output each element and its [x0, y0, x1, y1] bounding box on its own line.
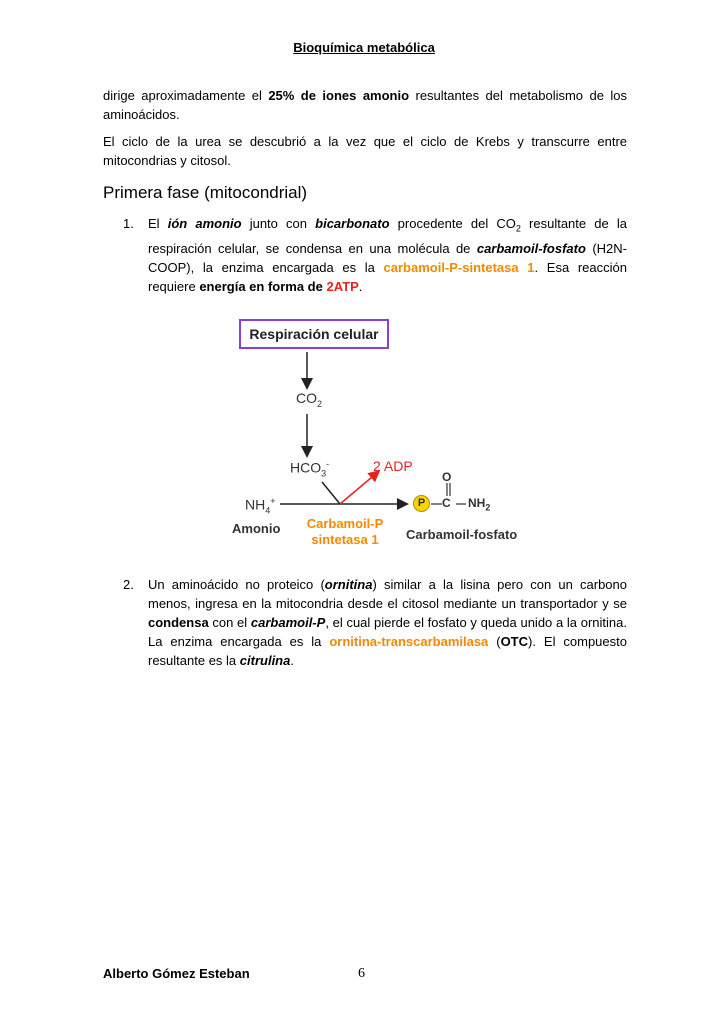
- list-item-2: [123, 575, 627, 670]
- list-number: 2.: [123, 577, 134, 592]
- co2-label: $CO_2$: [296, 390, 323, 409]
- page-header-title: Bioquímica metabólica: [293, 40, 435, 55]
- carbamoil-fosfato-label: Carbamoil-fosfato: [406, 527, 518, 542]
- section-heading: Primera fase (mitocondrial): [103, 183, 308, 202]
- intro-paragraph-1: [103, 86, 627, 124]
- hco3-label: $HCO_3^-$: [290, 459, 330, 479]
- nh2-label: $NH_2$: [468, 496, 491, 513]
- list-item-1: [123, 214, 627, 296]
- carbon-label: C: [442, 496, 451, 510]
- intro-bold: 25% de iones amonio: [268, 88, 410, 103]
- carbamoyl-phosphate-diagram: [220, 312, 540, 552]
- adp-label: 2 ADP: [373, 458, 413, 474]
- intro-text: resultantes del metabolismo de los aminoácidos.: [103, 88, 628, 122]
- list-number: 1.: [123, 216, 134, 231]
- list-item-text: Un aminoácido no proteico (ornitina) similar a la lisina pero con un carbono menos, ingresa en la mitocondria desde el citosol mediante un transportador y se condensa con el carbamoil-P, el cual pierde el fosfato y queda unido a la ornitina. La enzima encargada es la ornitina-transcarbamilasa (OTC). El compuesto resultante es la citrulina.: [148, 577, 627, 668]
- amonio-label: Amonio: [232, 521, 281, 536]
- page-number: 6: [358, 966, 365, 981]
- arrow-to-adp: [340, 472, 378, 504]
- oxygen-label: O: [442, 470, 452, 484]
- list-item-text: El ión amonio junto con bicarbonato procedente del $CO_2$ resultante de la respiración celular, se condensa en una molécula de carbamoil-fosfato (H2N-COOP), la enzima encargada es la carbamoil-P-sintetasa 1. Esa reacción requiere energía en forma de 2ATP.: [148, 216, 628, 294]
- phosphate-circle: P: [413, 495, 430, 512]
- enzyme-label: Carbamoil-P sintetasa 1: [306, 516, 384, 547]
- footer-author: Alberto Gómez Esteban: [103, 966, 250, 981]
- nh4-label: $NH_4^+$: [245, 496, 276, 516]
- intro-text: dirige aproximadamente el: [103, 88, 269, 103]
- respiracion-celular-box: Respiración celular: [239, 319, 389, 349]
- intro-paragraph-2: El ciclo de la urea se descubrió a la vez que el ciclo de Krebs y transcurre entre mitocondrias y citosol.: [103, 134, 627, 168]
- arrow-hco3-down: [322, 482, 340, 504]
